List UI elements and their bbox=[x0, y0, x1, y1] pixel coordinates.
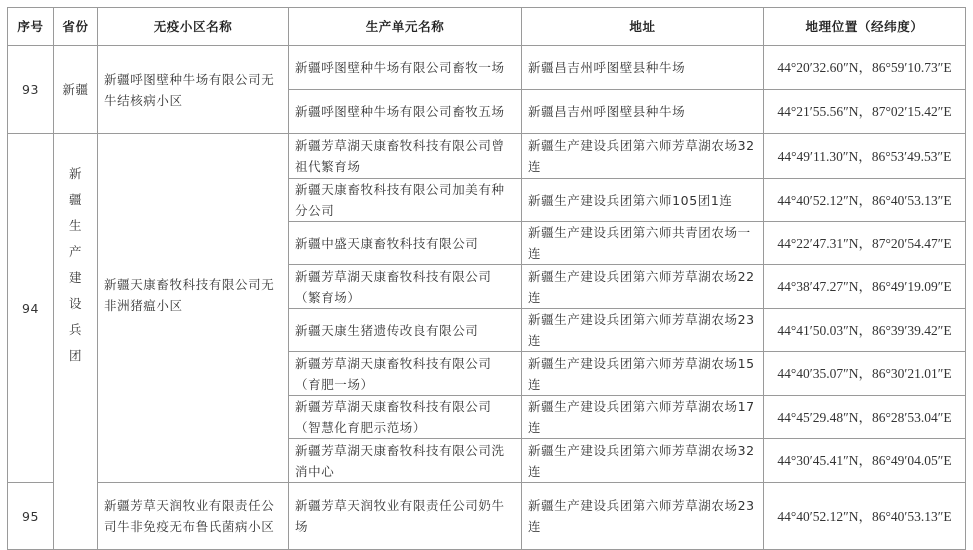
table-row bbox=[8, 46, 966, 90]
address: 新疆生产建设兵团第六师芳草湖农场32连 bbox=[522, 134, 764, 179]
table-row bbox=[8, 483, 966, 550]
province: 新疆生产建设兵团 bbox=[54, 134, 98, 550]
unit-name: 新疆呼图壁种牛场有限公司畜牧五场 bbox=[289, 90, 522, 134]
header-coord: 地理位置（经纬度） bbox=[764, 8, 966, 46]
header-unit: 生产单元名称 bbox=[289, 8, 522, 46]
unit-name: 新疆芳草湖天康畜牧科技有限公司（智慧化育肥示范场） bbox=[289, 396, 522, 439]
zone-table bbox=[7, 7, 966, 550]
header-address: 地址 bbox=[522, 8, 764, 46]
address: 新疆昌吉州呼图壁县种牛场 bbox=[522, 46, 764, 90]
unit-name: 新疆芳草湖天康畜牧科技有限公司洗消中心 bbox=[289, 439, 522, 483]
coordinates: 44°40′52.12″N，86°40′53.13″E bbox=[764, 483, 966, 550]
zone-name: 新疆芳草天润牧业有限责任公司牛非免疫无布鲁氏菌病小区 bbox=[98, 483, 289, 550]
coordinates: 44°21′55.56″N，87°02′15.42″E bbox=[764, 90, 966, 134]
unit-name: 新疆芳草湖天康畜牧科技有限公司曾祖代繁育场 bbox=[289, 134, 522, 179]
header-zone: 无疫小区名称 bbox=[98, 8, 289, 46]
coordinates: 44°22′47.31″N，87°20′54.47″E bbox=[764, 222, 966, 265]
address: 新疆生产建设兵团第六师芳草湖农场23连 bbox=[522, 309, 764, 352]
address: 新疆生产建设兵团第六师芳草湖农场17连 bbox=[522, 396, 764, 439]
address: 新疆昌吉州呼图壁县种牛场 bbox=[522, 90, 764, 134]
row-number: 93 bbox=[8, 46, 54, 134]
coordinates: 44°40′52.12″N，86°40′53.13″E bbox=[764, 179, 966, 222]
zone-name: 新疆天康畜牧科技有限公司无非洲猪瘟小区 bbox=[98, 134, 289, 483]
header-no: 序号 bbox=[8, 8, 54, 46]
unit-name: 新疆芳草湖天康畜牧科技有限公司（育肥一场） bbox=[289, 352, 522, 396]
coordinates: 44°40′35.07″N，86°30′21.01″E bbox=[764, 352, 966, 396]
unit-name: 新疆呼图壁种牛场有限公司畜牧一场 bbox=[289, 46, 522, 90]
row-number: 95 bbox=[8, 483, 54, 550]
coordinates: 44°41′50.03″N，86°39′39.42″E bbox=[764, 309, 966, 352]
row-number: 94 bbox=[8, 134, 54, 483]
coordinates: 44°38′47.27″N，86°49′19.09″E bbox=[764, 265, 966, 309]
unit-name: 新疆天康生猪遗传改良有限公司 bbox=[289, 309, 522, 352]
address: 新疆生产建设兵团第六师共青团农场一连 bbox=[522, 222, 764, 265]
coordinates: 44°49′11.30″N，86°53′49.53″E bbox=[764, 134, 966, 179]
address: 新疆生产建设兵团第六师芳草湖农场32连 bbox=[522, 439, 764, 483]
coordinates: 44°45′29.48″N，86°28′53.04″E bbox=[764, 396, 966, 439]
unit-name: 新疆天康畜牧科技有限公司加美有种分公司 bbox=[289, 179, 522, 222]
unit-name: 新疆芳草湖天康畜牧科技有限公司（繁育场） bbox=[289, 265, 522, 309]
address: 新疆生产建设兵团第六师芳草湖农场23连 bbox=[522, 483, 764, 550]
table-row bbox=[8, 134, 966, 179]
address: 新疆生产建设兵团第六师芳草湖农场15连 bbox=[522, 352, 764, 396]
coordinates: 44°20′32.60″N，86°59′10.73″E bbox=[764, 46, 966, 90]
header-row bbox=[8, 8, 966, 46]
address: 新疆生产建设兵团第六师芳草湖农场22连 bbox=[522, 265, 764, 309]
unit-name: 新疆中盛天康畜牧科技有限公司 bbox=[289, 222, 522, 265]
province: 新疆 bbox=[54, 46, 98, 134]
coordinates: 44°30′45.41″N，86°49′04.05″E bbox=[764, 439, 966, 483]
header-province: 省份 bbox=[54, 8, 98, 46]
address: 新疆生产建设兵团第六师105团1连 bbox=[522, 179, 764, 222]
unit-name: 新疆芳草天润牧业有限责任公司奶牛场 bbox=[289, 483, 522, 550]
zone-name: 新疆呼图壁种牛场有限公司无牛结核病小区 bbox=[98, 46, 289, 134]
